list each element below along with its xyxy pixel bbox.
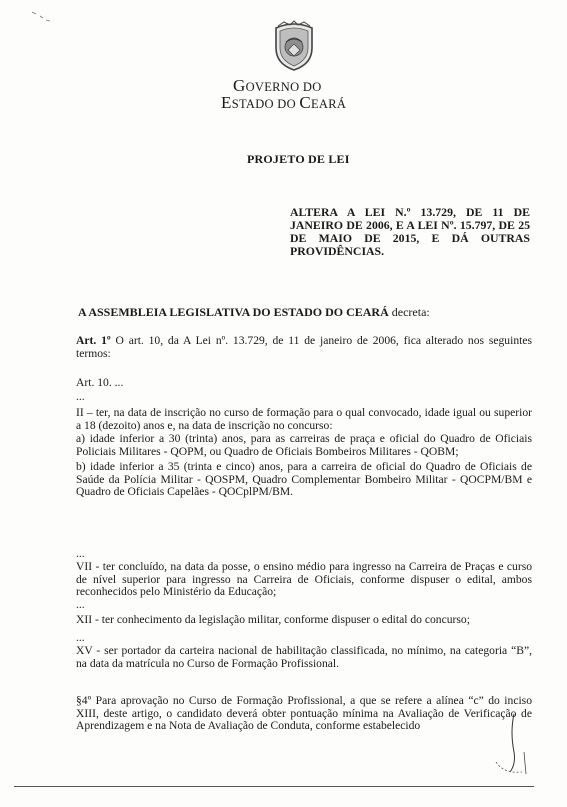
- inciso-xv: XV - ser portador da carteira nacional de habilitação classificada, no mínimo, na categoria “B”, na data da matrícula no Curso de Formação Profissional.: [76, 644, 532, 670]
- article-1-label: Art. 1º: [76, 334, 111, 347]
- header-estado: ESTADO DO CEARÁ: [221, 93, 347, 112]
- state-coat-of-arms-icon: [270, 20, 318, 72]
- inciso-vii: VII - ter concluído, na data da posse, o ensino médio para ingresso na Carreira de Praças e curso de nível superior para ingresso na Carreira de Oficiais, conforme dispuser o edital, ambos reconhecidos pelo Ministério da Educação;: [76, 560, 532, 599]
- ellipsis: ...: [76, 547, 85, 560]
- decree-bold: A ASSEMBLEIA LEGISLATIVA DO ESTADO DO CEARÁ: [78, 305, 389, 319]
- article-1-text: O art. 10, da A Lei nº. 13.729, de 11 de janeiro de 2006, fica alterado nos seguintes termos:: [76, 334, 532, 360]
- decree-rest: decreta:: [388, 305, 430, 319]
- ellipsis: ...: [76, 631, 85, 644]
- paragraph-4: §4º Para aprovação no Curso de Formação Profissional, a que se refere a alínea “c” do inciso XIII, deste artigo, o candidato deverá obter pontuação mínima na Avaliação de Verificação de Aprendizagem e na Nota de Avaliação de Conduta, conforme estabelecido: [76, 694, 532, 733]
- inciso-ii: II – ter, na data de inscrição no curso de formação para o qual convocado, idade igual ou superior a 18 (dezoito) anos e, na data de inscrição no concurso:: [76, 406, 532, 432]
- ellipsis: ...: [76, 390, 85, 403]
- decree-line: [78, 305, 430, 320]
- handwritten-initials: [476, 712, 536, 782]
- inciso-xii: XII - ter conhecimento da legislação militar, conforme dispuser o edital do concurso;: [76, 613, 470, 626]
- ementa: ALTERA A LEI N.º 13.729, DE 11 DE JANEIRO DE 2006, E A LEI Nº. 15.797, DE 25 DE MAIO DE 2015, E DÁ OUTRAS PROVIDÊNCIAS.: [290, 205, 530, 258]
- header-governo: GOVERNO DO: [233, 76, 322, 95]
- ellipsis: ...: [76, 598, 85, 611]
- footer-divider: [14, 786, 534, 787]
- scan-mark: [30, 8, 60, 28]
- document-title: PROJETO DE LEI: [247, 152, 350, 166]
- article-1: [76, 335, 532, 360]
- alinea-b: b) idade inferior a 35 (trinta e cinco) anos, para a carreira de oficial do Quadro de Oficiais de Saúde da Polícia Militar - QOSPM, Quadro Complementar Bombeiro Militar - QOCPM/BM e Quadro de Oficiais Capelães - QOCplPM/BM.: [76, 460, 532, 499]
- alinea-a: a) idade inferior a 30 (trinta) anos, para as carreiras de praça e oficial do Quadro de Oficiais Policiais Militares - QOPM, ou Quadro de Oficiais Bombeiros Militares - QOBM;: [76, 432, 532, 458]
- article-10-heading: Art. 10. ...: [76, 376, 124, 389]
